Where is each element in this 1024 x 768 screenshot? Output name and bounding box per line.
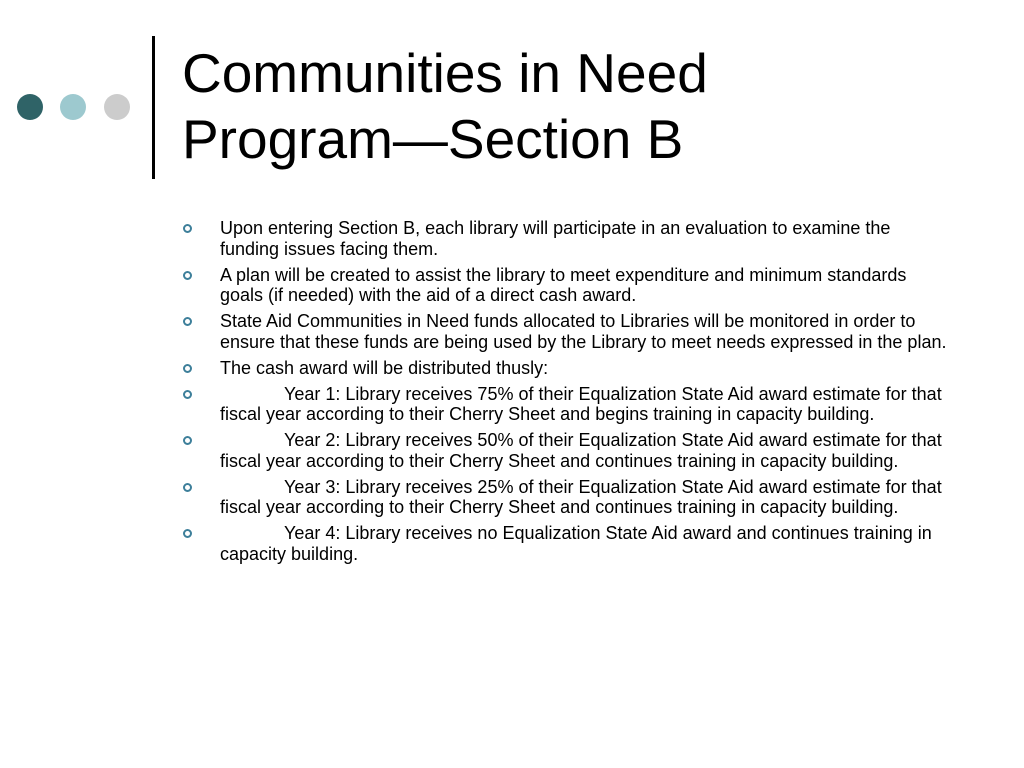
bullet-item [182, 358, 952, 379]
slide-title: Communities in Need Program—Section B [182, 42, 708, 170]
bullet-item [182, 477, 952, 518]
bullet-item [182, 384, 952, 425]
decorative-dot-light-teal [60, 94, 86, 120]
bullet-circle-icon [183, 224, 192, 233]
title-divider-line [152, 36, 155, 179]
bullet-circle-icon [183, 483, 192, 492]
bullet-circle-icon [183, 529, 192, 538]
bullet-text: Upon entering Section B, each library will participate in an evaluation to examine the funding issues facing them. [220, 218, 891, 259]
bullet-list [182, 218, 952, 570]
decorative-dot-gray [104, 94, 130, 120]
bullet-text: State Aid Communities in Need funds allocated to Libraries will be monitored in order to ensure that these funds are being used by the Library to meet needs expressed in the plan. [220, 311, 947, 352]
bullet-item [182, 311, 952, 352]
bullet-item [182, 218, 952, 259]
bullet-item [182, 265, 952, 306]
bullet-text: Year 3: Library receives 25% of their Equalization State Aid award estimate for that fiscal year according to their Cherry Sheet and continues training in capacity building. [220, 476, 942, 517]
bullet-circle-icon [183, 390, 192, 399]
bullet-item [182, 523, 952, 564]
bullet-text: The cash award will be distributed thusly: [220, 357, 549, 378]
decorative-dot-dark-teal [17, 94, 43, 120]
bullet-circle-icon [183, 364, 192, 373]
bullet-text: Year 2: Library receives 50% of their Equalization State Aid award estimate for that fiscal year according to their Cherry Sheet and continues training in capacity building. [220, 430, 942, 471]
bullet-text: A plan will be created to assist the library to meet expenditure and minimum standards goals (if needed) with the aid of a direct cash award. [220, 264, 907, 305]
bullet-circle-icon [183, 271, 192, 280]
bullet-circle-icon [183, 317, 192, 326]
bullet-text: Year 1: Library receives 75% of their Equalization State Aid award estimate for that fiscal year according to their Cherry Sheet and begins training in capacity building. [220, 383, 942, 424]
bullet-text: Year 4: Library receives no Equalization State Aid award and continues training in capacity building. [220, 523, 932, 564]
bullet-item [182, 430, 952, 471]
bullet-circle-icon [183, 436, 192, 445]
